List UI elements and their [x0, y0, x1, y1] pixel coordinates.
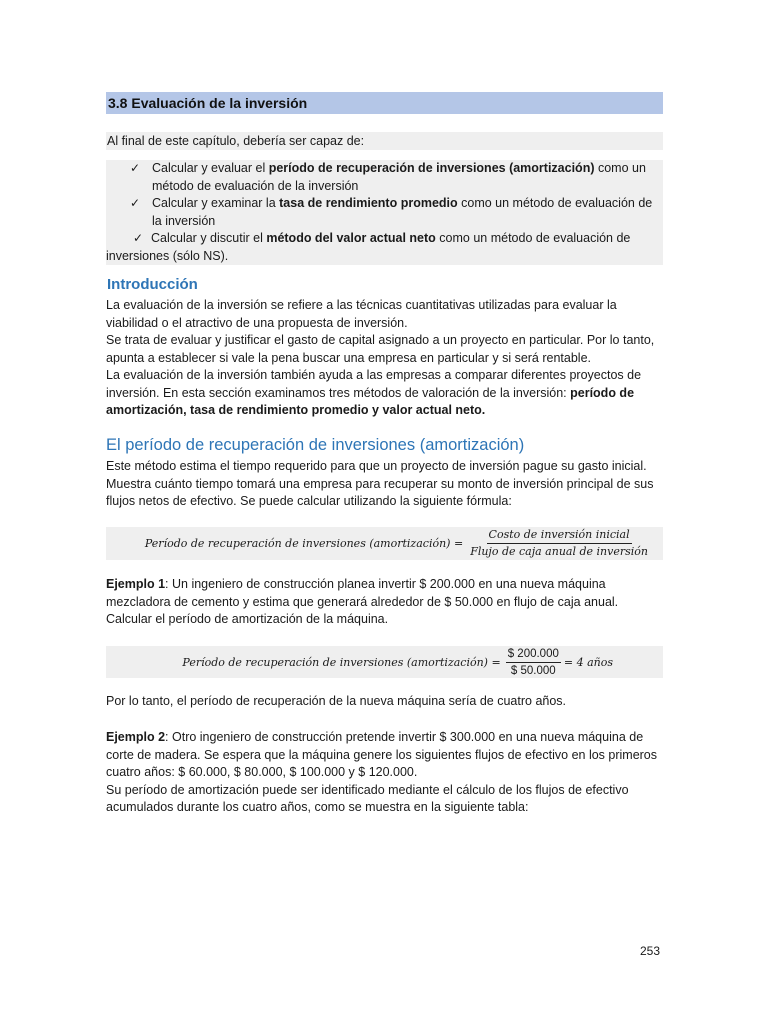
example-label: Ejemplo 1 [106, 577, 166, 591]
checkmark-icon: ✓ [130, 161, 141, 175]
objective-bold: período de recuperación de inversiones (amortización) [268, 161, 595, 175]
objective-text: inversiones (sólo NS). [106, 248, 229, 263]
objective-item [106, 230, 663, 265]
ejemplo-2 [106, 729, 666, 817]
section-title: 3.8 Evaluación de la inversión [106, 92, 663, 114]
objectives-intro: Al final de este capítulo, debería ser capaz de: [106, 132, 663, 150]
paragraph [106, 729, 666, 782]
paragraph: Por lo tanto, el período de recuperación de la nueva máquina sería de cuatro años. [106, 694, 567, 708]
example-text: : Otro ingeniero de construcción pretende invertir $ 300.000 en una nueva máquina de corte de madera. Se espera que la máquina genere los siguientes flujos de efectivo en los primeros cuatro años: $ 60.000, $ 80.000, $ 100.000 y $ 120.000. [106, 730, 658, 779]
checkmark-icon: ✓ [133, 231, 144, 245]
formula-numerator: $ 200.000 [506, 647, 561, 663]
objective-text: como un método de evaluación de la inversión [152, 196, 653, 228]
formula-payback [106, 527, 663, 560]
intro-paragraphs [106, 297, 666, 420]
objective-text: como un método de evaluación de [435, 231, 631, 245]
example-text: : Un ingeniero de construcción planea invertir $ 200.000 en una nueva máquina mezcladora de cemento y estima que generará alrededor de $ 50.000 en flujo de caja anual. Calcular el período de amortización de la máquina. [106, 577, 619, 626]
formula-denominator: $ 50.000 [510, 664, 556, 677]
heading-introduccion: Introducción [107, 276, 198, 293]
formula-numerator: Costo de inversión inicial [487, 528, 632, 544]
formula-lhs: Período de recuperación de inversiones (amortización) = [182, 655, 501, 669]
formula-fraction [468, 528, 650, 559]
objective-text: Calcular y examinar la [152, 196, 280, 210]
objective-text: Calcular y discutir el [151, 231, 267, 245]
formula-result: = 4 años [563, 655, 613, 669]
objective-item [106, 160, 663, 195]
objective-bold: tasa de rendimiento promedio [279, 196, 458, 210]
objective-item [106, 195, 663, 230]
heading-periodo: El período de recuperación de inversiones (amortización) [106, 436, 525, 454]
objectives-list [106, 160, 663, 265]
page-number: 253 [640, 944, 661, 958]
paragraph: Este método estima el tiempo requerido para que un proyecto de inversión pague su gasto inicial. Muestra cuánto tiempo tomará una empresa para recuperar su monto de inversión principal de sus flujos netos de efectivo. Se puede calcular utilizando la siguiente fórmula: [106, 459, 654, 508]
paragraph: Se trata de evaluar y justificar el gasto de capital asignado a un proyecto en particular. Por lo tanto, apunta a establecer si vale la pena buscar una empresa en particular y si será rentable. [106, 333, 655, 365]
paragraph: Su período de amortización puede ser identificado mediante el cálculo de los flujos de efectivo acumulados durante los cuatro años, como se muestra en la siguiente tabla: [106, 782, 629, 814]
example-label: Ejemplo 2 [106, 730, 166, 744]
paragraph: La evaluación de la inversión se refiere a las técnicas cuantitativas utilizadas para evaluar la viabilidad o el atractivo de una propuesta de inversión. [106, 298, 617, 330]
paragraph [106, 367, 666, 420]
formula-fraction [506, 647, 561, 678]
ejemplo-1 [106, 576, 666, 629]
formula-denominator: Flujo de caja anual de inversión [470, 545, 648, 558]
formula-lhs: Período de recuperación de inversiones (amortización) = [144, 537, 464, 550]
objective-bold: método del valor actual neto [266, 231, 436, 245]
paragraph-text: La evaluación de la inversión también ayuda a las empresas a comparar diferentes proyectos de inversión. En esta sección examinamos tres métodos de valoración de la inversión: [106, 368, 642, 400]
formula-example1 [106, 646, 663, 678]
objective-text: Calcular y evaluar el [152, 161, 269, 175]
objective-text: como un método de evaluación de la inversión [152, 161, 646, 193]
paragraph-bold: período de amortización, tasa de rendimiento promedio y valor actual neto. [106, 385, 635, 417]
checkmark-icon: ✓ [130, 196, 141, 210]
